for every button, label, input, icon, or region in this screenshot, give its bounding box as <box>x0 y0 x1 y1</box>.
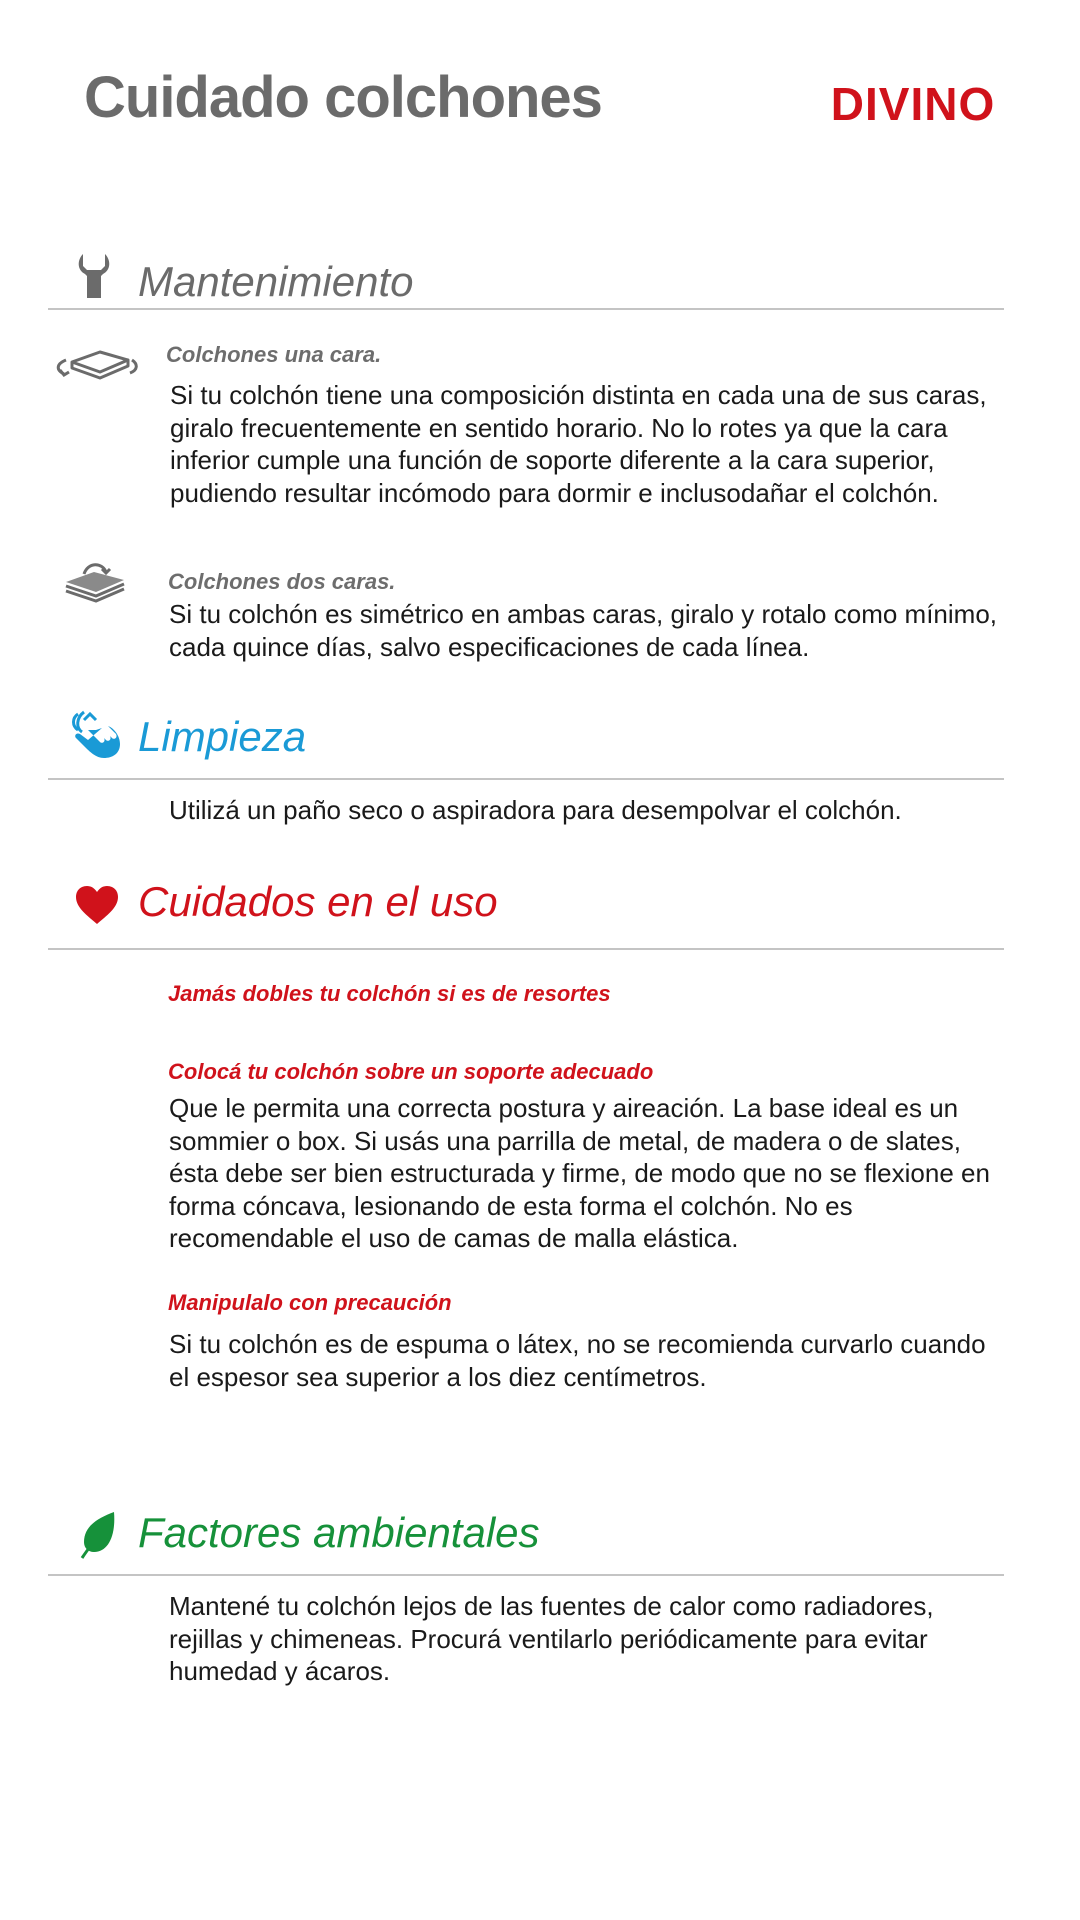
brand-logo-text: DIVINO <box>830 78 996 126</box>
hand-wipe-icon <box>70 710 124 760</box>
subtitle-una-cara: Colchones una cara. <box>166 342 382 367</box>
mattress-rotate-icon <box>52 346 138 386</box>
mattress-flip-icon <box>62 560 128 604</box>
subtitle-soporte: Colocá tu colchón sobre un soporte adecuado <box>168 1059 654 1084</box>
subtitle-resortes: Jamás dobles tu colchón si es de resortes <box>168 981 611 1006</box>
divider <box>48 308 1004 310</box>
divider <box>48 1574 1004 1576</box>
text-limpieza: Utilizá un paño seco o aspiradora para desempolvar el colchón. <box>169 795 902 825</box>
brand-logo <box>818 78 1008 126</box>
text-una-cara: Si tu colchón tiene una composición distinta en cada una de sus caras, giralo frecuentemente en sentido horario. No lo rotes ya que la cara inferior cumple una función de soporte diferente a la cara superior, pudiendo resultar incómodo para dormir e inclusodañar el colchón. <box>170 380 987 508</box>
wrench-icon <box>76 252 118 300</box>
page-title: Cuidado colchones <box>84 65 602 130</box>
subtitle-dos-caras: Colchones dos caras. <box>168 569 396 594</box>
leaf-icon <box>78 1510 118 1560</box>
text-precaucion: Si tu colchón es de espuma o látex, no se recomienda curvarlo cuando el espesor sea superior a los diez centímetros. <box>169 1329 986 1392</box>
text-dos-caras: Si tu colchón es simétrico en ambas caras, giralo y rotalo como mínimo, cada quince días, salvo especificaciones de cada línea. <box>169 599 998 662</box>
subtitle-precaucion: Manipulalo con precaución <box>168 1290 452 1315</box>
section-title-cuidados: Cuidados en el uso <box>138 878 498 925</box>
divider <box>48 778 1004 780</box>
divider <box>48 948 1004 950</box>
heart-icon <box>74 884 120 926</box>
section-title-limpieza: Limpieza <box>138 713 307 760</box>
text-soporte: Que le permita una correcta postura y aireación. La base ideal es un sommier o box. Si usás una parrilla de metal, de madera o de slates, ésta debe ser bien estructurada y firme, de modo que no se flexione en forma cóncava, lesionando de esta forma el colchón. No es recomendable el uso de camas de malla elástica. <box>169 1093 990 1253</box>
section-title-mantenimiento: Mantenimiento <box>138 258 414 305</box>
text-ambientales: Mantené tu colchón lejos de las fuentes de calor como radiadores, rejillas y chimeneas. Procurá ventilarlo periódicamente para evitar humedad y ácaros. <box>169 1591 934 1686</box>
section-title-ambientales: Factores ambientales <box>138 1509 540 1556</box>
